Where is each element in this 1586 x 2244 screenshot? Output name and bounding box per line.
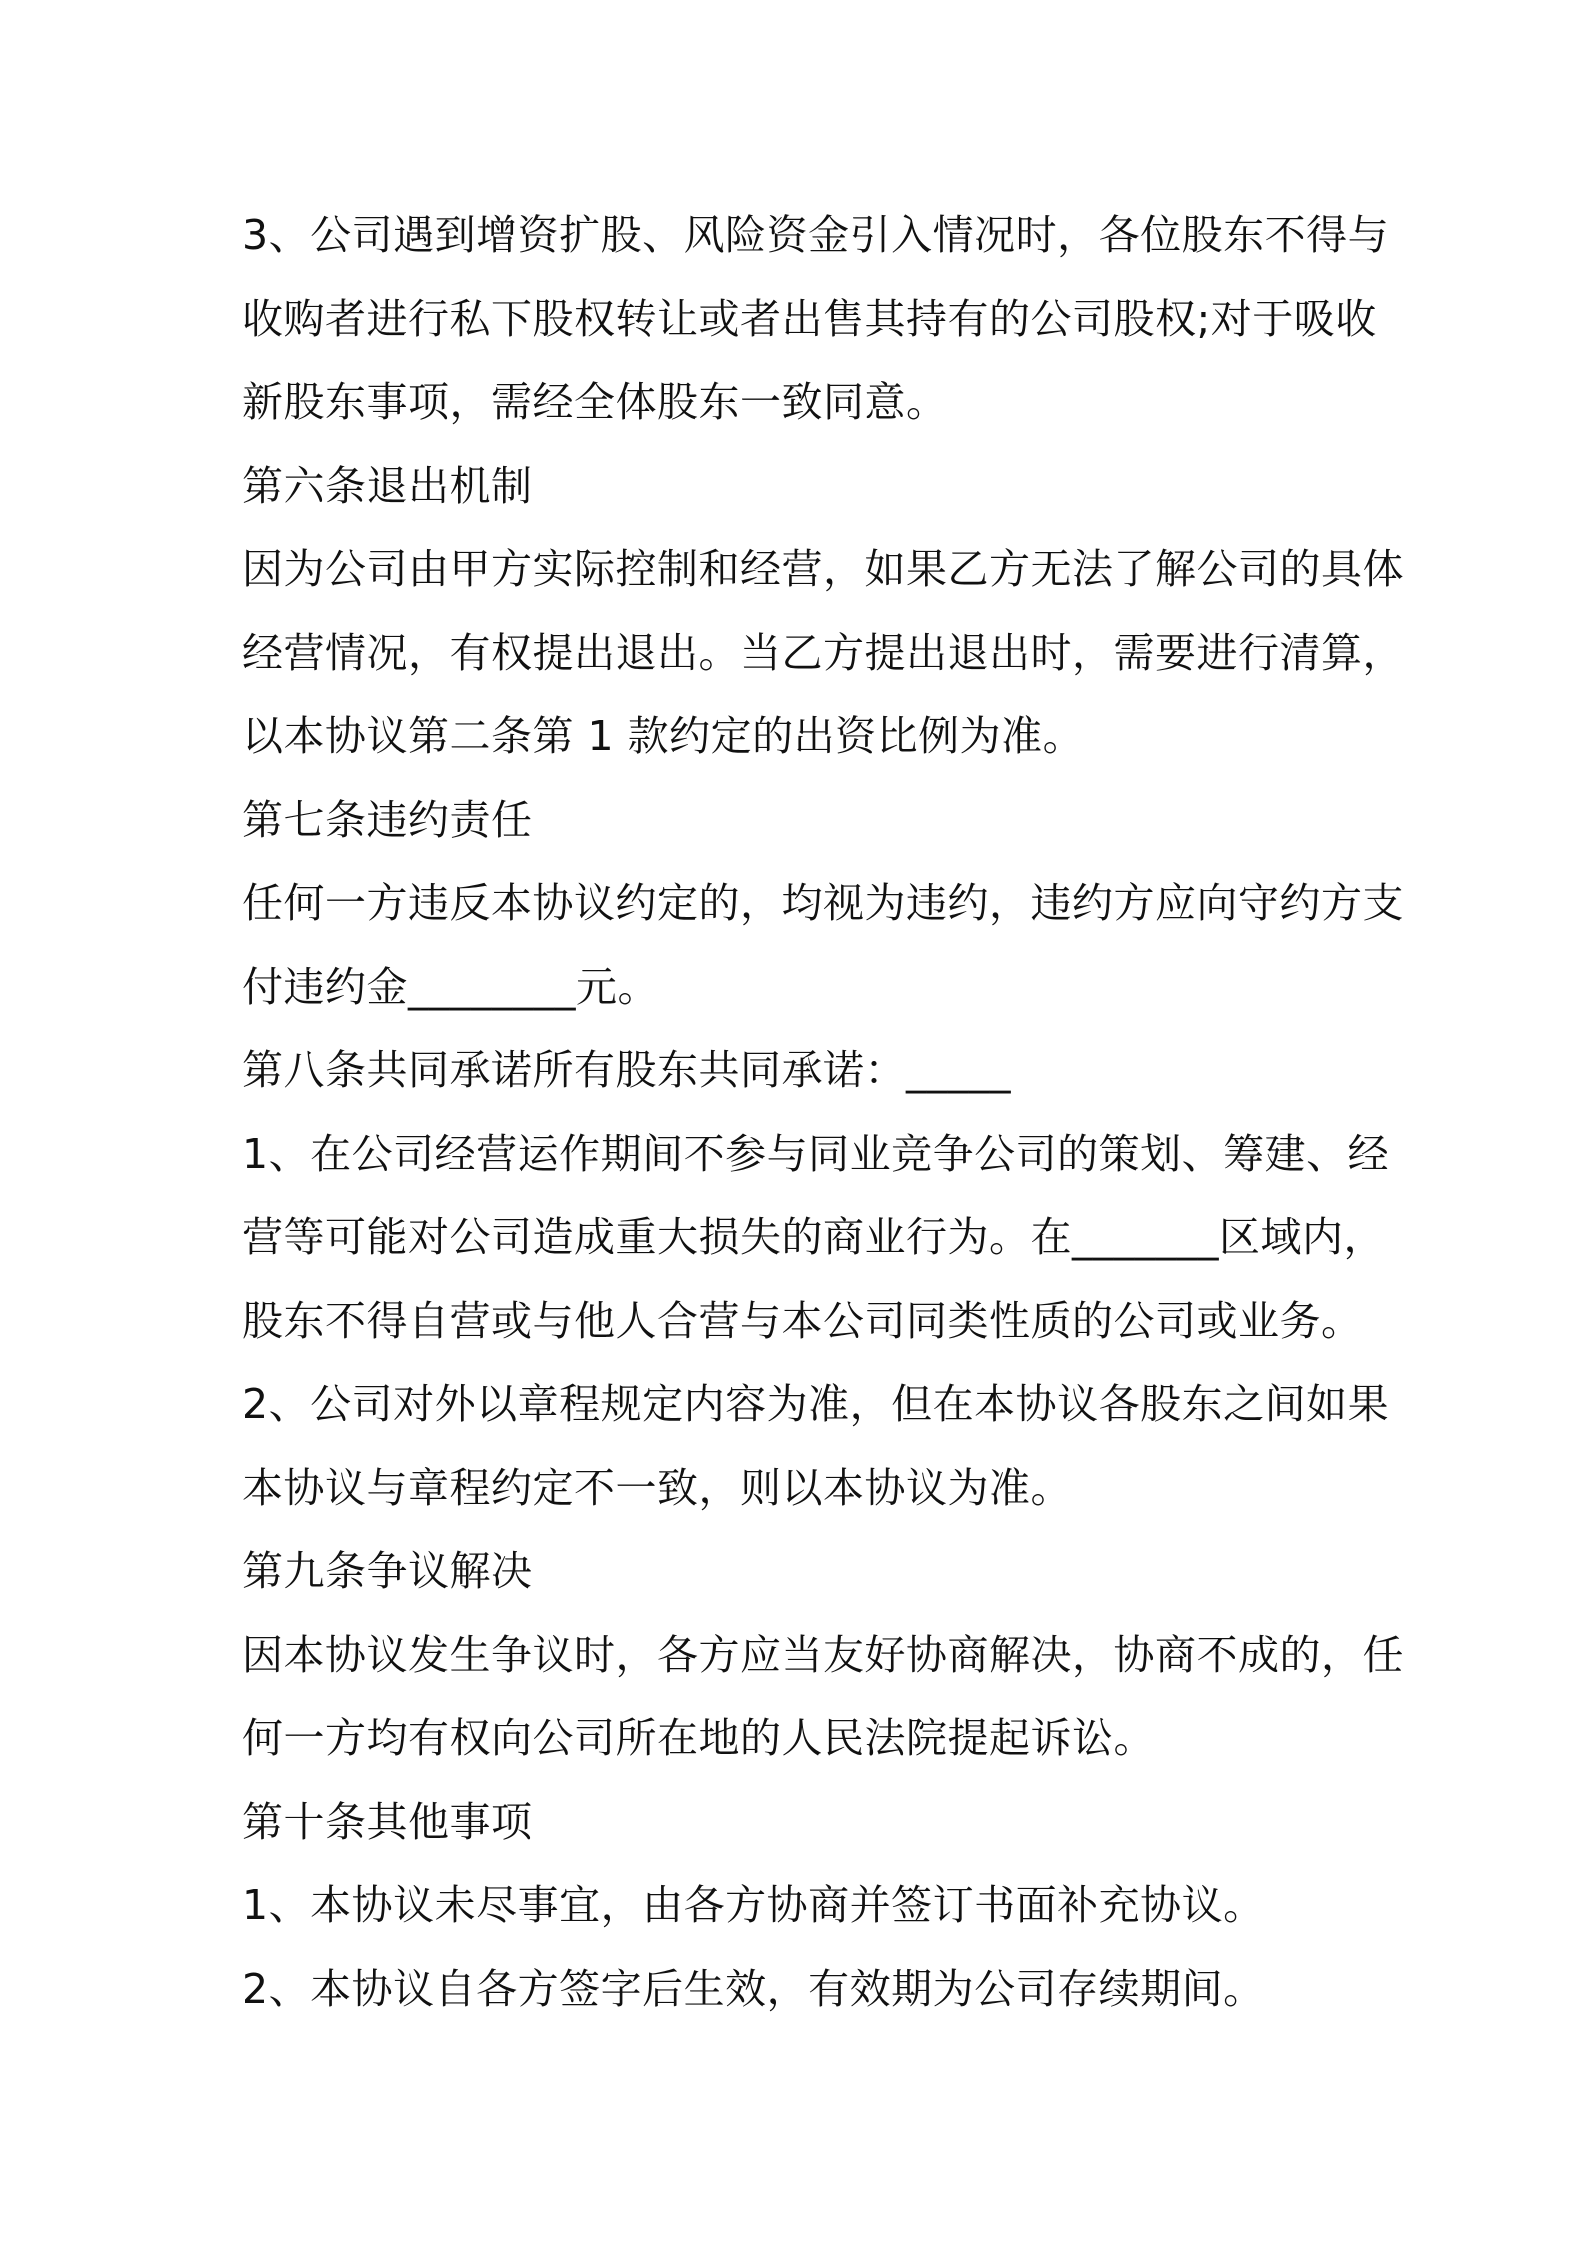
clause-8-item-1-line-3: 股东不得自营或与他人合营与本公司同类性质的公司或业务。 (242, 1296, 1363, 1345)
clause-8-item-1-line-1: 1、在公司经营运作期间不参与同业竞争公司的策划、筹建、经 (242, 1129, 1390, 1178)
clause-6-heading: 第六条退出机制 (242, 461, 533, 510)
document-body (242, 194, 1404, 2031)
clause-8-item-2-line-1: 2、公司对外以章程规定内容为准，但在本协议各股东之间如果 (242, 1380, 1390, 1428)
clause-6-text-line-3: 以本协议第二条第 1 款约定的出资比例为准。 (242, 712, 1085, 760)
clause-10-heading: 第十条其他事项 (242, 1797, 533, 1846)
clause-8-heading: 第八条共同承诺所有股东共同承诺：_____ (242, 1046, 1011, 1094)
clause-6-text-line-1: 因为公司由甲方实际控制和经营，如果乙方无法了解公司的具体 (242, 545, 1404, 593)
clause-5-item-3-line-1: 3、公司遇到增资扩股、风险资金引入情况时，各位股东不得与 (242, 211, 1390, 259)
clause-9-heading: 第九条争议解决 (242, 1547, 533, 1595)
clause-9-text-line-2: 何一方均有权向公司所在地的人民法院提起诉讼。 (242, 1714, 1155, 1762)
clause-8-item-2-line-2: 本协议与章程约定不一致，则以本协议为准。 (242, 1463, 1072, 1512)
clause-7-heading: 第七条违约责任 (242, 795, 533, 844)
clause-9-text-line-1: 因本协议发生争议时，各方应当友好协商解决，协商不成的，任 (242, 1630, 1404, 1679)
clause-10-item-1: 1、本协议未尽事宜，由各方协商并签订书面补充协议。 (242, 1881, 1265, 1929)
clause-8-item-1-line-2: 营等可能对公司造成重大损失的商业行为。在_______区域内， (242, 1213, 1385, 1261)
clause-5-item-3-line-3: 新股东事项，需经全体股东一致同意。 (242, 378, 948, 426)
clause-7-text-line-2: 付违约金________元。 (242, 962, 659, 1011)
clause-5-item-3-line-2: 收购者进行私下股权转让或者出售其持有的公司股权;对于吸收 (242, 294, 1377, 343)
clause-7-text-line-1: 任何一方违反本协议约定的，均视为违约，违约方应向守约方支 (242, 879, 1404, 927)
clause-10-item-2: 2、本协议自各方签字后生效，有效期为公司存续期间。 (242, 1964, 1265, 2013)
clause-6-text-line-2: 经营情况，有权提出退出。当乙方提出退出时，需要进行清算， (242, 628, 1404, 677)
